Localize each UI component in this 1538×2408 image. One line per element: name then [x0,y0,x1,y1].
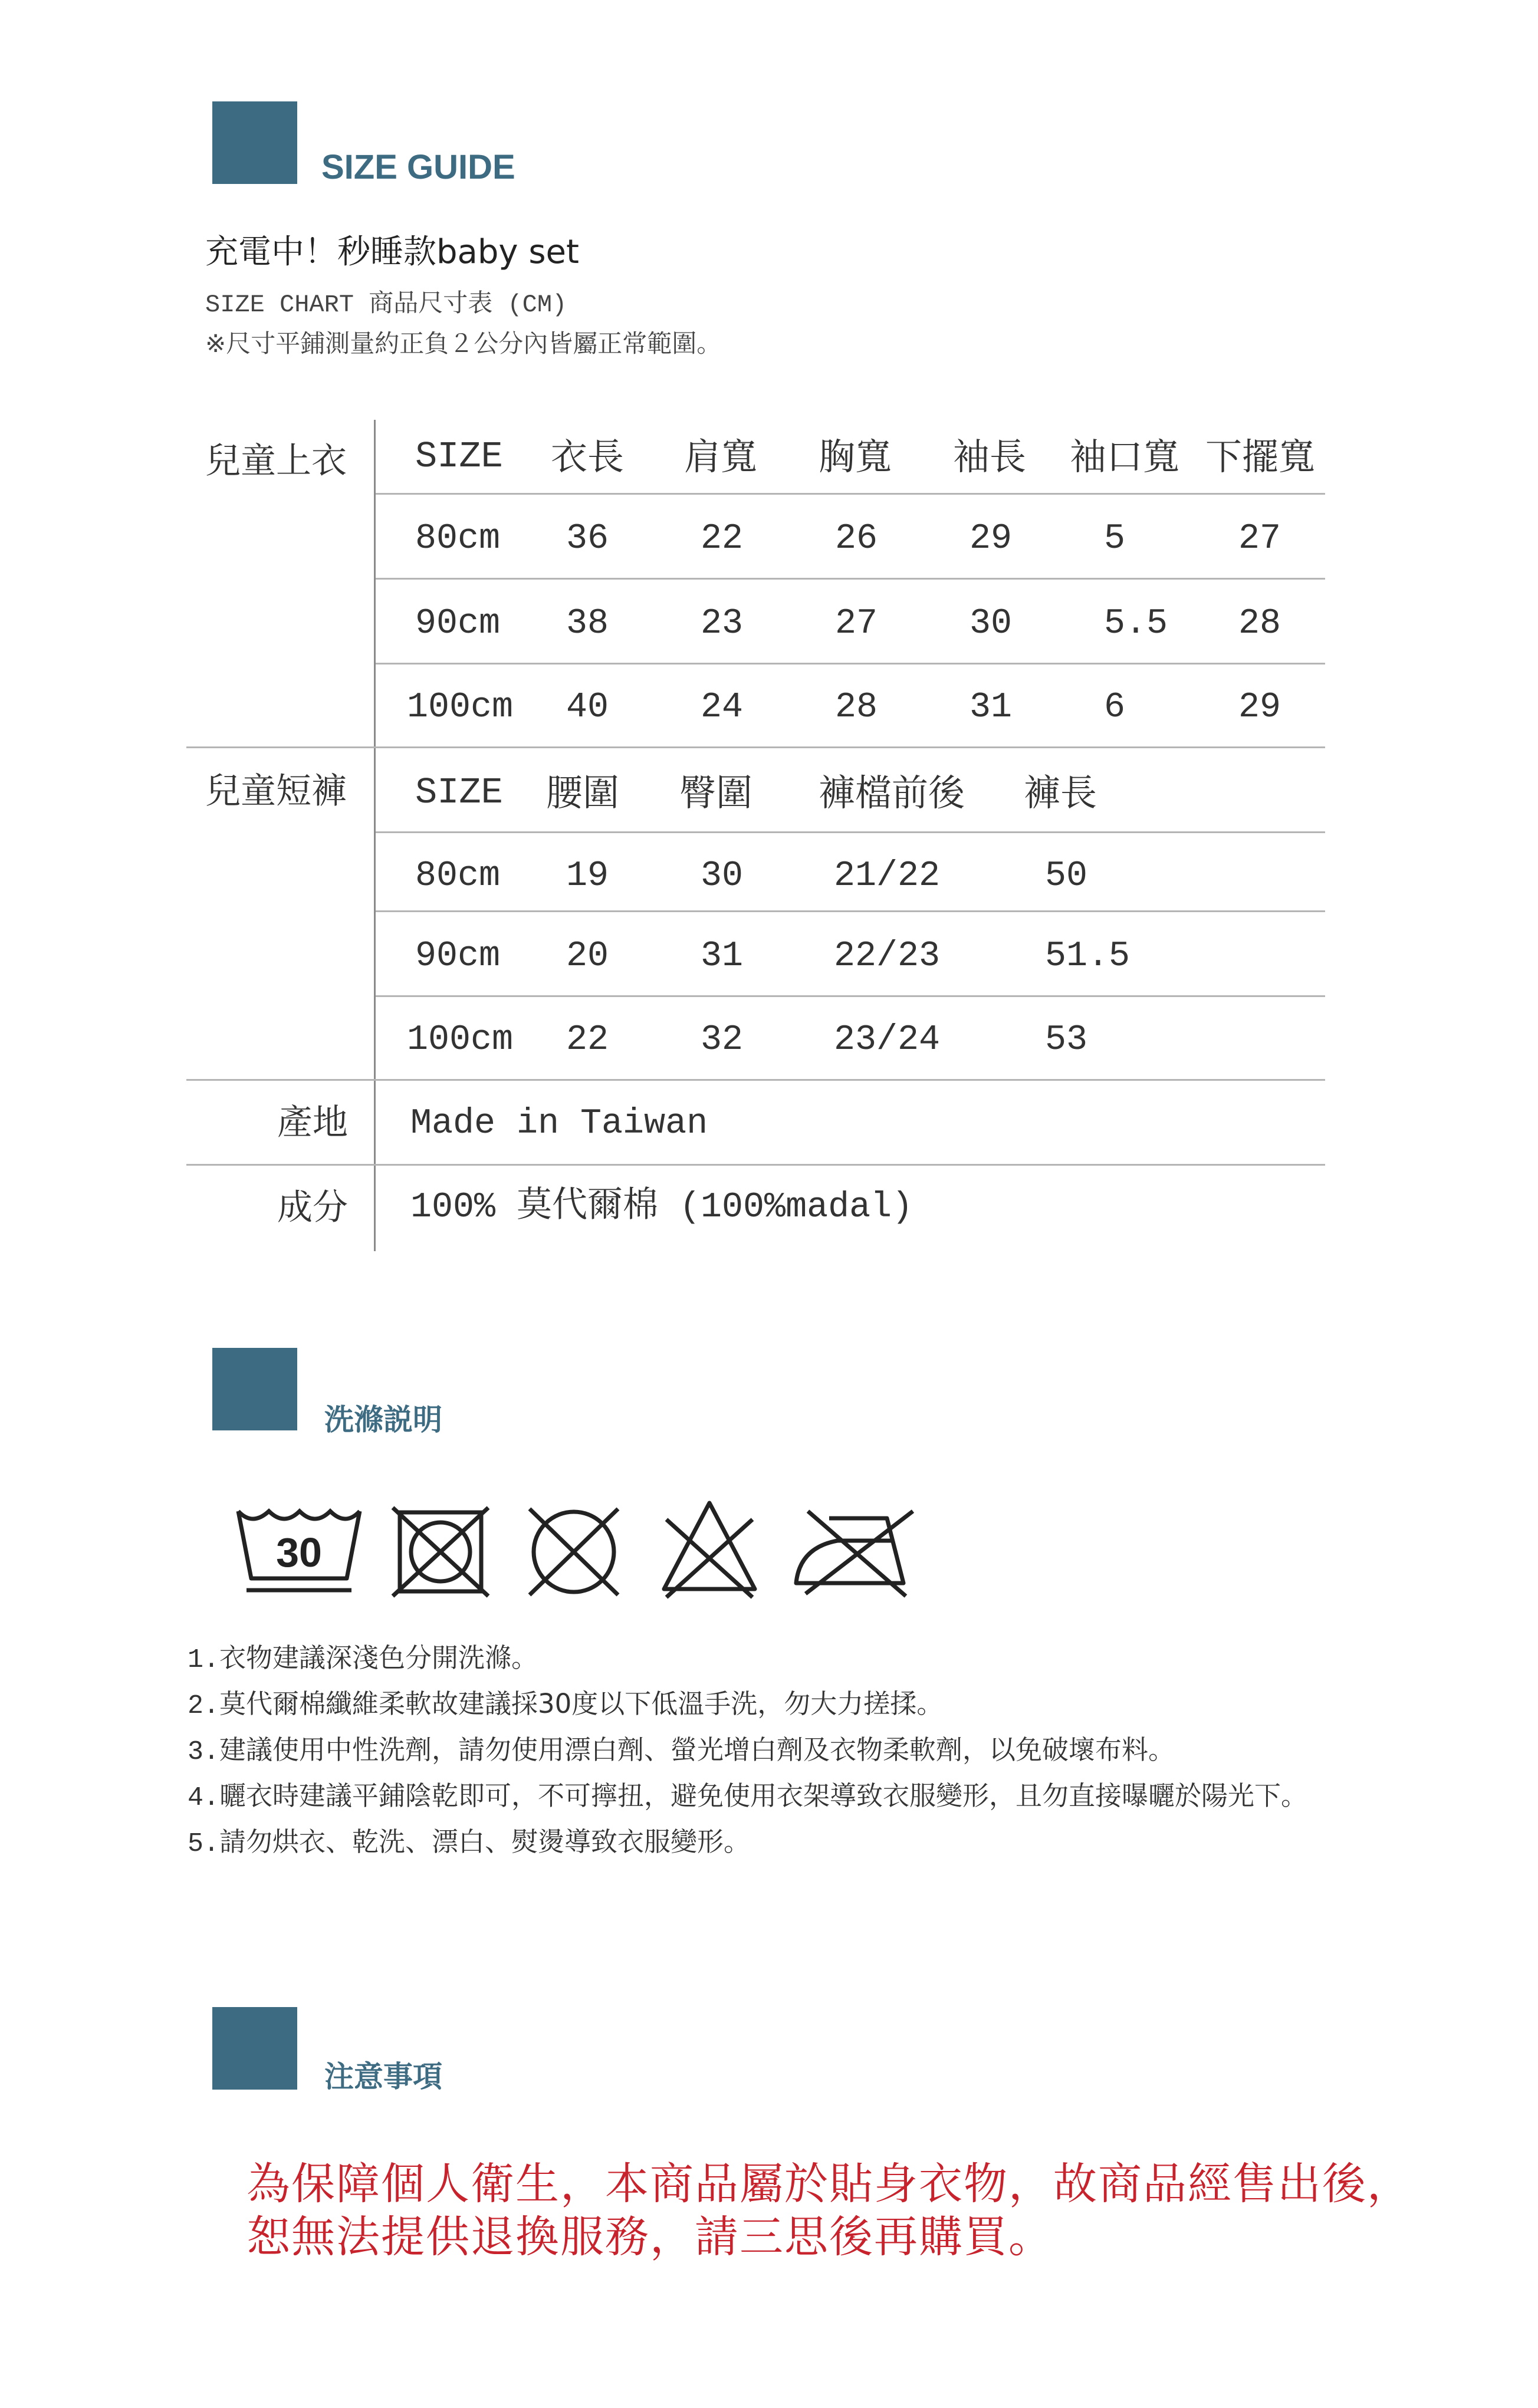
table-rule [376,910,1325,912]
value-cell: 32 [701,1020,744,1060]
care-item [188,1644,538,1675]
header-cell: 褲檔前後 [819,771,965,814]
table-vertical-divider [374,420,376,1251]
product-name: 充電中！秒睡款baby set [205,233,579,271]
value-cell: 36 [566,519,609,559]
care-item [188,1782,1307,1812]
header-cell: 臀圍 [679,771,753,814]
value-cell: 29 [970,519,1013,559]
header-cell: SIZE [415,772,503,814]
value-cell: 20 [566,936,609,976]
care-item-number: 2. [188,1691,220,1721]
care-item-text: 衣物建議深淺色分開洗滌。 [219,1642,538,1673]
notice-title: 注意事項 [324,2060,442,2093]
value-cell: 31 [970,687,1013,728]
table-rule [376,995,1325,997]
care-item-text: 曬衣時建議平鋪陰乾即可，不可擰扭，避免使用衣架導致衣服變形，且勿直接曝曬於陽光下。 [219,1780,1308,1811]
no-bleach-icon [655,1496,764,1600]
tolerance-note: ※尺寸平鋪測量約正負２公分內皆屬正常範圍。 [205,329,722,358]
origin-label: 產地 [277,1102,348,1143]
value-cell: 53 [1045,1020,1088,1060]
material-label: 成分 [277,1187,348,1228]
notice-accent-block [212,2007,297,2090]
value-cell: 38 [566,604,609,644]
table-rule [376,663,1325,664]
value-cell: 23 [701,604,744,644]
size-guide-accent-block [212,101,297,184]
shorts-table-label: 兒童短褲 [205,771,347,812]
header-cell: 衣長 [551,435,625,478]
care-accent-block [212,1348,297,1430]
table-rule [376,831,1325,833]
care-item-text: 建議使用中性洗劑，請勿使用漂白劑、螢光增白劑及衣物柔軟劑，以免破壞布料。 [219,1734,1175,1765]
size-chart-label: SIZE CHART 商品尺寸表 (CM) [205,291,567,319]
value-cell: 22/23 [834,936,941,976]
wash-30-icon [235,1506,363,1595]
value-cell: 19 [566,856,609,896]
size-cell: 90cm [415,604,501,644]
no-iron-icon [788,1505,918,1600]
value-cell: 22 [566,1020,609,1060]
value-cell: 28 [835,687,878,728]
size-cell: 80cm [415,856,501,896]
value-cell: 51.5 [1045,936,1131,976]
no-dry-clean-icon [524,1505,624,1598]
value-cell: 5 [1104,519,1126,559]
size-cell: 90cm [415,936,501,976]
care-title: 洗滌説明 [324,1403,442,1436]
size-guide-title: SIZE GUIDE [321,148,515,186]
size-cell: 100cm [407,1020,514,1060]
value-cell: 27 [835,604,878,644]
wash-temperature: 30 [276,1529,322,1575]
value-cell: 29 [1238,687,1281,728]
value-cell: 22 [701,519,744,559]
header-cell: 腰圍 [546,771,620,814]
table-rule [376,493,1325,495]
value-cell: 31 [701,936,744,976]
top-table-label: 兒童上衣 [205,440,347,482]
header-cell: 袖長 [953,435,1027,478]
care-item-number: 1. [188,1645,220,1675]
care-item-number: 5. [188,1829,220,1859]
care-item-number: 4. [188,1783,220,1813]
value-cell: 50 [1045,856,1088,896]
table-rule [376,578,1325,580]
size-cell: 80cm [415,519,501,559]
value-cell: 6 [1104,687,1126,728]
care-item-number: 3. [188,1737,220,1767]
value-cell: 40 [566,687,609,728]
header-cell: 褲長 [1024,771,1097,814]
header-cell: 下擺寬 [1205,435,1316,478]
table-rule [186,1164,1325,1166]
no-tumble-dry-icon [390,1505,491,1598]
value-cell: 26 [835,519,878,559]
care-item [188,1828,750,1858]
care-item-text: 請勿烘衣、乾洗、漂白、熨燙導致衣服變形。 [219,1826,751,1857]
value-cell: 30 [970,604,1013,644]
value-cell: 24 [701,687,744,728]
header-cell: 胸寬 [819,435,892,478]
care-item-text: 莫代爾棉纖維柔軟故建議採30度以下低溫手洗，勿大力搓揉。 [219,1688,944,1719]
value-cell: 27 [1238,519,1281,559]
value-cell: 21/22 [834,856,941,896]
value-cell: 23/24 [834,1020,941,1060]
header-cell: SIZE [415,436,503,478]
value-cell: 28 [1238,604,1281,644]
table-rule [186,1079,1325,1081]
origin-value: Made in Taiwan [410,1104,708,1144]
header-cell: 袖口寬 [1070,435,1180,478]
value-cell: 30 [701,856,744,896]
care-item [188,1690,943,1721]
header-cell: 肩寬 [684,435,758,478]
notice-line: 為保障個人衛生，本商品屬於貼身衣物，故商品經售出後， [247,2159,1412,2209]
care-item [188,1736,1175,1766]
notice-line: 恕無法提供退換服務，請三思後再購買。 [247,2212,1053,2262]
material-value: 100% 莫代爾棉 (100%madal) [410,1187,913,1228]
table-rule [186,746,1325,748]
value-cell: 5.5 [1104,604,1168,644]
size-cell: 100cm [407,687,514,728]
